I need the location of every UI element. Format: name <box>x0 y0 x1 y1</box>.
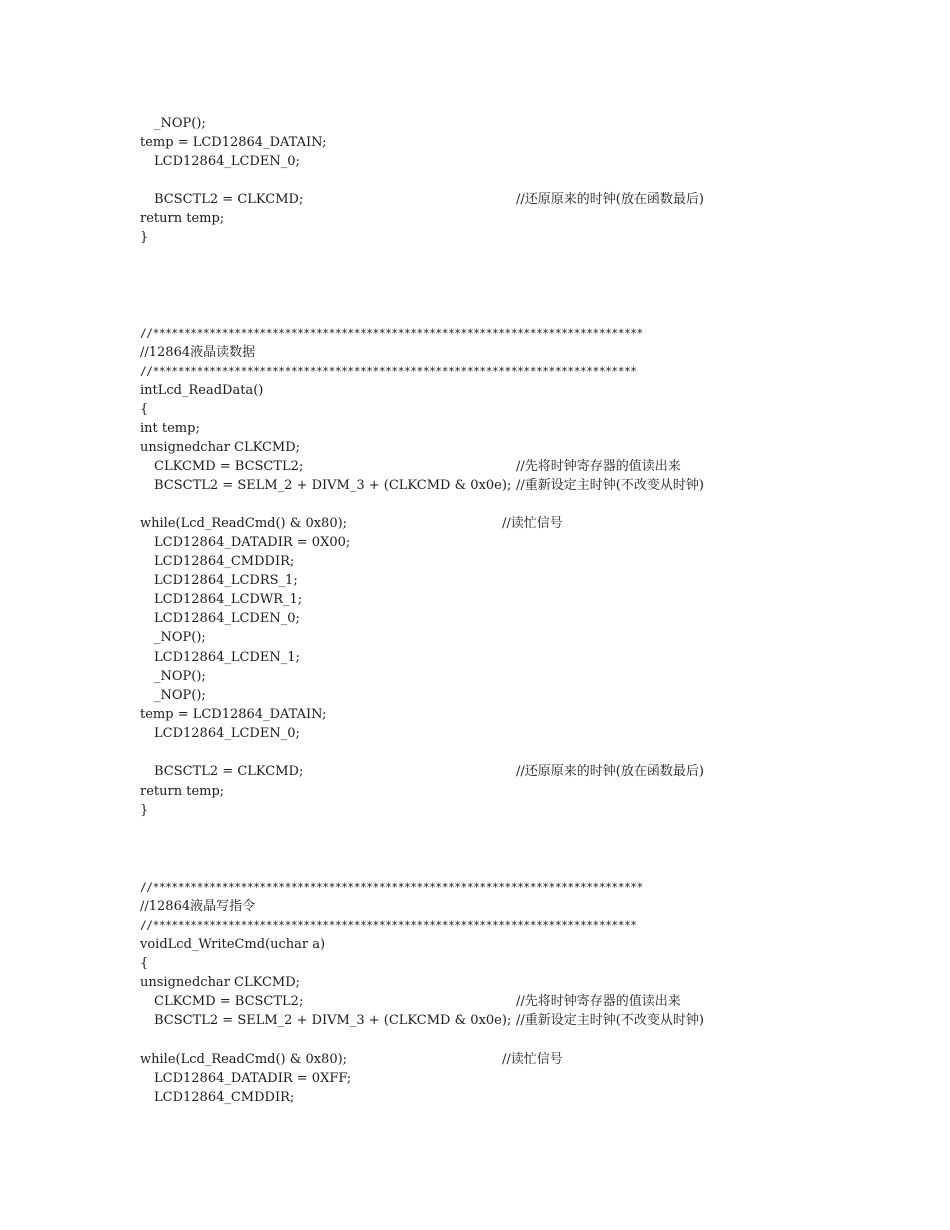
code-comment: //读忙信号 <box>502 1052 563 1067</box>
code-line: temp = LCD12864_DATAIN; <box>140 707 327 722</box>
code-comment: //先将时钟寄存器的值读出来 <box>516 994 681 1009</box>
code-line: _NOP(); <box>154 116 206 131</box>
function-signature: voidLcd_WriteCmd(uchar a) <box>140 937 326 952</box>
code-line: LCD12864_LCDWR_1; <box>154 592 303 607</box>
code-line: temp = LCD12864_DATAIN; <box>140 135 327 150</box>
code-line: while(Lcd_ReadCmd() & 0x80); <box>140 516 348 531</box>
code-comment: //还原原来的时钟(放在函数最后) <box>516 192 704 207</box>
code-line: LCD12864_LCDEN_1; <box>154 650 300 665</box>
code-line: LCD12864_LCDRS_1; <box>154 573 298 588</box>
function-signature: intLcd_ReadData() <box>140 383 264 398</box>
code-line: BCSCTL2 = SELM_2 + DIVM_3 + (CLKCMD & 0x0e); <box>154 1013 512 1028</box>
code-line: _NOP(); <box>154 630 206 645</box>
separator-comment: //****************************************************************************** <box>140 881 643 894</box>
code-comment: //读忙信号 <box>502 516 563 531</box>
section-title-comment: //12864液晶读数据 <box>140 345 256 360</box>
code-line: LCD12864_CMDDIR; <box>154 554 295 569</box>
code-line: _NOP(); <box>154 688 206 703</box>
code-line: unsignedchar CLKCMD; <box>140 975 301 990</box>
code-line: } <box>140 230 149 245</box>
code-line: return temp; <box>140 211 225 226</box>
code-line: LCD12864_CMDDIR; <box>154 1090 295 1105</box>
code-line: int temp; <box>140 421 200 436</box>
code-line: while(Lcd_ReadCmd() & 0x80); <box>140 1052 348 1067</box>
code-line: _NOP(); <box>154 669 206 684</box>
section-title-comment: //12864液晶写指令 <box>140 899 256 914</box>
separator-comment: //***************************************************************************** <box>140 365 637 378</box>
code-comment: //重新设定主时钟(不改变从时钟) <box>516 1013 704 1028</box>
code-line: { <box>140 956 149 971</box>
code-line: CLKCMD = BCSCTL2; <box>154 459 304 474</box>
code-comment: //还原原来的时钟(放在函数最后) <box>516 764 704 779</box>
code-line: LCD12864_LCDEN_0; <box>154 726 300 741</box>
code-comment: //重新设定主时钟(不改变从时钟) <box>516 478 704 493</box>
separator-comment: //***************************************************************************** <box>140 919 637 932</box>
code-line: LCD12864_LCDEN_0; <box>154 611 300 626</box>
code-line: BCSCTL2 = CLKCMD; <box>154 764 304 779</box>
code-line: BCSCTL2 = SELM_2 + DIVM_3 + (CLKCMD & 0x0e); <box>154 478 512 493</box>
code-line: CLKCMD = BCSCTL2; <box>154 994 304 1009</box>
code-line: LCD12864_DATADIR = 0XFF; <box>154 1071 352 1086</box>
separator-comment: //****************************************************************************** <box>140 327 643 340</box>
code-line: LCD12864_DATADIR = 0X00; <box>154 535 351 550</box>
code-line: } <box>140 803 149 818</box>
code-line: return temp; <box>140 784 225 799</box>
code-line: unsignedchar CLKCMD; <box>140 440 301 455</box>
code-line: BCSCTL2 = CLKCMD; <box>154 192 304 207</box>
code-line: LCD12864_LCDEN_0; <box>154 154 300 169</box>
code-line: { <box>140 402 149 417</box>
code-comment: //先将时钟寄存器的值读出来 <box>516 459 681 474</box>
